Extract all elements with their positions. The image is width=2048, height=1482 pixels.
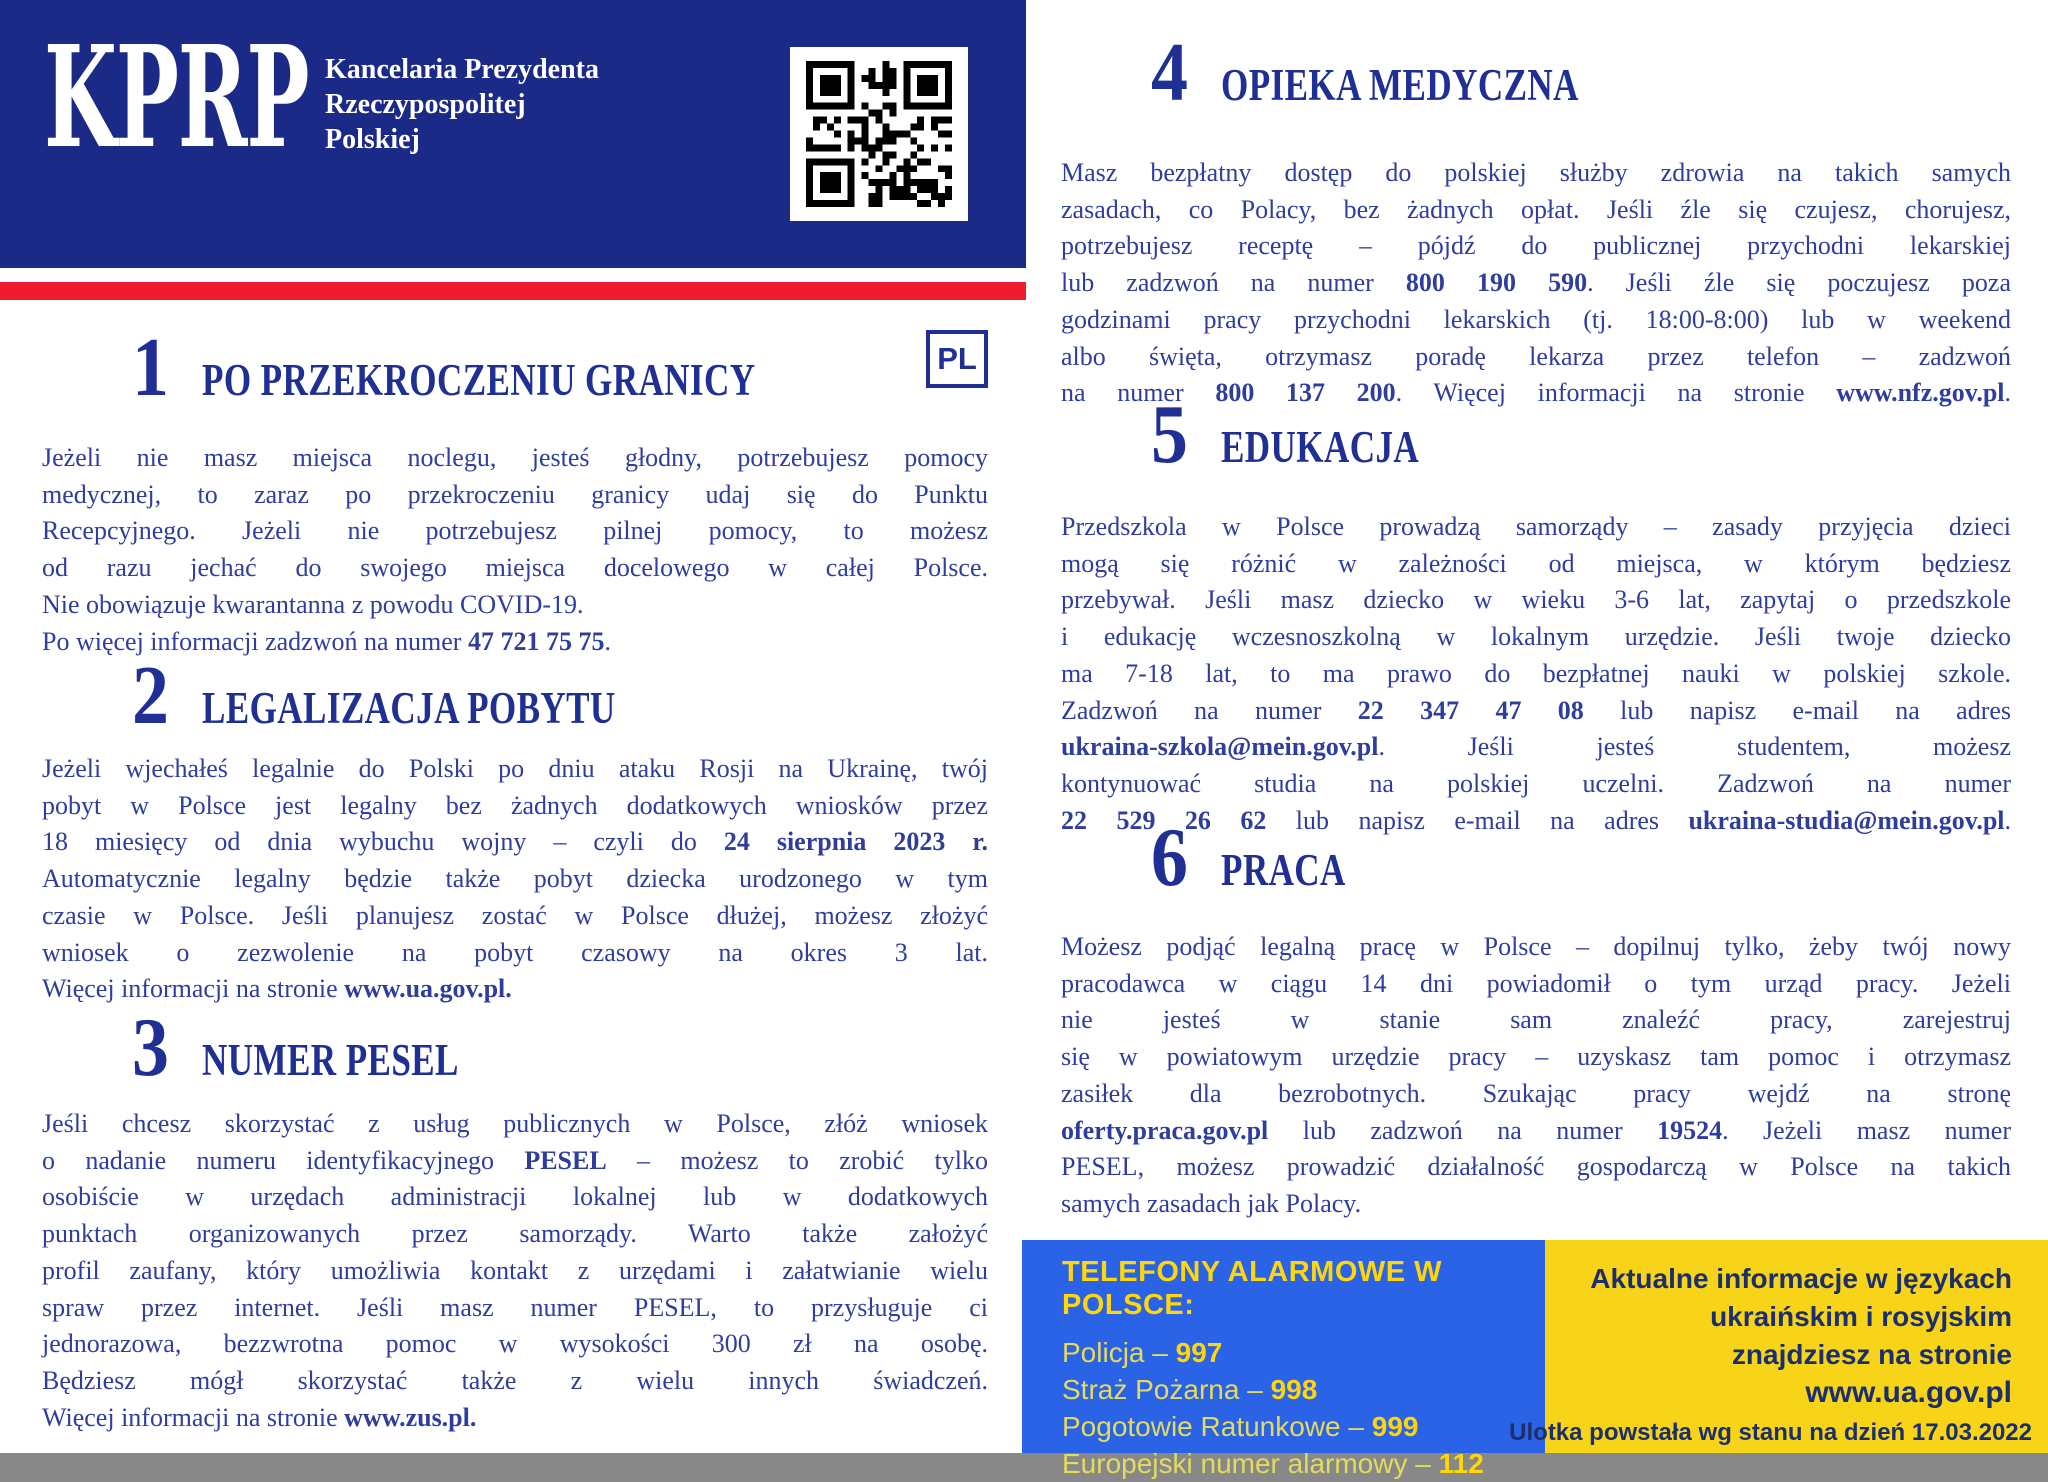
text-line: lub zadzwoń na numer 800 190 590. Jeśli źle się poczujesz poza (1061, 268, 2011, 298)
text-line: przebywał. Jeśli masz dziecko w wieku 3-6 lat, zapytaj o przedszkole (1061, 585, 2011, 615)
qr-code (790, 47, 968, 221)
info-text-line: Aktualne informacje w językach (1590, 1263, 2012, 1294)
emergency-phones-box (1022, 1240, 1545, 1479)
emergency-label: Straż Pożarna – (1062, 1374, 1271, 1405)
section-legalizacja-pobytu (42, 649, 989, 1008)
section-heading (42, 321, 988, 423)
text-line: Masz bezpłatny dostęp do polskiej służby zdrowia na takich samych (1061, 158, 2011, 187)
section-title: NUMER PESEL (202, 1035, 459, 1085)
qr-code-pattern (803, 61, 955, 207)
emergency-title: TELEFONY ALARMOWE W POLSCE: (1062, 1256, 1443, 1321)
section-number: 4 (1151, 26, 1188, 119)
text-line: i edukację wczesnoszkolną w lokalnym urzędzie. Jeśli twoje dziecko (1061, 622, 2011, 652)
info-text (1565, 1260, 2012, 1412)
header-band (0, 0, 1026, 268)
text-line: Recepcyjnego. Jeżeli nie potrzebujesz pilnej pomocy, to możesz (42, 516, 988, 546)
text-line: 18 miesięcy od dnia wybuchu wojny – czyli do 24 sierpnia 2023 r. (42, 827, 989, 857)
section-title: LEGALIZACJA POBYTU (202, 683, 616, 733)
emergency-label: Pogotowie Ratunkowe – (1062, 1411, 1372, 1442)
info-website-link: www.ua.gov.pl (1805, 1376, 2012, 1409)
text-line: nie jesteś w stanie sam znaleźć pracy, zarejestruj (1061, 1005, 2011, 1035)
language-badge: PL (926, 330, 988, 388)
section-title: EDUKACJA (1221, 422, 1420, 472)
text-line: Możesz podjąć legalną pracę w Polsce – dopilnuj tylko, żeby twój nowy (1061, 932, 2011, 961)
section-heading (1061, 26, 2011, 128)
text-line: zasiłek dla bezrobotnych. Szukając pracy wejdź na stronę (1061, 1078, 2011, 1108)
emergency-number: 112 (1438, 1448, 1484, 1479)
text-line: profil zaufany, który umożliwia kontakt z urzędami i załatwianie wielu (42, 1255, 988, 1285)
text-line: Jeżeli nie masz miejsca noclegu, jesteś głodny, potrzebujesz pomocy (42, 443, 988, 472)
text-line: się w powiatowym urzędzie pracy – uzyskasz tam pomoc i otrzymasz (1061, 1042, 2011, 1072)
section-body (1061, 509, 2011, 839)
kprp-logo: KPRP (44, 16, 309, 180)
emergency-label: Europejski numer alarmowy – (1062, 1448, 1439, 1479)
emergency-item-police (1062, 1334, 1525, 1371)
text-line: od razu jechać do swojego miejsca docelowego w całej Polsce. (42, 553, 988, 583)
section-heading (1061, 811, 2011, 913)
text-line: osobiście w urzędach administracji lokalnej lub w dodatkowych (42, 1182, 988, 1212)
emergency-number: 999 (1371, 1411, 1419, 1442)
org-name-line: Kancelaria Prezydenta (325, 54, 599, 85)
text-line: oferty.praca.gov.pl lub zadzwoń na numer 19524. Jeżeli masz numer (1061, 1115, 2011, 1145)
text-line: pobyt w Polsce jest legalny bez żadnych dodatkowych wniosków przez (42, 790, 988, 820)
text-line: wniosek o zezwolenie na pobyt czasowy na okres 3 lat. (42, 937, 988, 967)
org-name-line: Polskiej (325, 124, 420, 155)
text-line: medycznej, to zaraz po przekroczeniu granicy udaj się do Punktu (42, 479, 988, 509)
text-line: PESEL, możesz prowadzić działalność gospodarczą w Polsce na takich (1061, 1152, 2011, 1182)
org-name-line: Rzeczypospolitej (325, 89, 526, 120)
text-line: ukraina-szkola@mein.gov.pl. Jeśli jesteś studentem, możesz (1061, 732, 2011, 762)
info-text-line: znajdziesz na stronie (1731, 1339, 2012, 1370)
red-stripe (0, 282, 1026, 300)
text-line: czasie w Polsce. Jeśli planujesz zostać w Polsce dłużej, możesz złożyć (42, 900, 988, 930)
section-numer-pesel (42, 1001, 988, 1436)
text-line: punktach organizowanych przez samorządy. Warto także założyć (42, 1219, 988, 1249)
section-po-przekroczeniu-granicy (42, 321, 988, 660)
section-praca (1061, 811, 2011, 1223)
section-title: OPIEKA MEDYCZNA (1221, 60, 1579, 110)
text-line: zasadach, co Polacy, bez żadnych opłat. Jeśli źle się czujesz, chorujesz, (1061, 194, 2011, 224)
section-body (42, 751, 988, 1008)
section-body (1061, 155, 2011, 412)
text-line: Więcej informacji na stronie www.zus.pl. (42, 1402, 477, 1432)
info-text-line: ukraińskim i rosyjskim (1710, 1301, 2012, 1332)
text-line: Automatycznie legalny będzie także pobyt dziecka urodzonego w tym (42, 864, 988, 894)
section-body (1061, 929, 2011, 1223)
section-title: PO PRZEKROCZENIU GRANICY (202, 355, 756, 405)
info-box (1509, 1240, 2048, 1453)
emergency-label: Policja – (1062, 1337, 1176, 1368)
text-line: Jeżeli wjechałeś legalnie do Polski po dniu ataku Rosji na Ukrainę, twój (42, 754, 988, 783)
section-heading (1061, 388, 2011, 490)
text-line: na numer 800 137 200. Więcej informacji na stronie www.nfz.gov.pl. (1061, 378, 2012, 408)
text-line: godzinami pracy przychodni lekarskich (tj. 18:00-8:00) lub w weekend (1061, 304, 2011, 334)
text-line: spraw przez internet. Jeśli masz numer PESEL, to przysługuje ci (42, 1292, 988, 1322)
section-number: 3 (132, 1001, 169, 1094)
text-line: pracodawca w ciągu 14 dni powiadomił o tym urząd pracy. Jeżeli (1061, 968, 2011, 998)
emergency-number: 997 (1175, 1337, 1223, 1368)
text-line: Więcej informacji na stronie www.ua.gov.pl. (42, 974, 512, 1004)
text-line: mogą się różnić w zależności od miejsca, w którym będziesz (1061, 548, 2011, 578)
leaflet-date-footnote: Ulotka powstała wg stanu na dzień 17.03.2022 (1509, 1419, 2032, 1446)
text-line: albo święta, otrzymasz poradę lekarza przez telefon – zadzwoń (1061, 341, 2011, 371)
text-line: potrzebujesz receptę – pójdź do publicznej przychodni lekarskiej (1061, 231, 2011, 261)
text-line: Po więcej informacji zadzwoń na numer 47 721 75 75. (42, 626, 611, 656)
text-line: Zadzwoń na numer 22 347 47 08 lub napisz e-mail na adres (1061, 695, 2012, 725)
emergency-list (1062, 1334, 1525, 1482)
text-line: ma 7-18 lat, to ma prawo do bezpłatnej nauki w polskiej szkole. (1061, 658, 2011, 688)
org-name (325, 52, 599, 157)
text-line: samych zasadach jak Polacy. (1061, 1188, 1362, 1218)
text-line: o nadanie numeru identyfikacyjnego PESEL – możesz to zrobić tylko (42, 1145, 988, 1175)
section-title: PRACA (1221, 845, 1346, 895)
text-line: 22 529 26 62 lub napisz e-mail na adres ukraina-studia@mein.gov.pl. (1061, 805, 2012, 835)
section-opieka-medyczna (1061, 26, 2012, 412)
text-line: Jeśli chcesz skorzystać z usług publicznych w Polsce, złóż wniosek (42, 1109, 988, 1138)
section-number: 2 (132, 649, 169, 742)
text-line: Nie obowiązuje kwarantanna z powodu COVID-19. (42, 589, 584, 619)
text-line: jednorazowa, bezzwrotna pomoc w wysokości 300 zł na osobę. (42, 1329, 988, 1359)
text-line: Przedszkola w Polsce prowadzą samorządy – zasady przyjęcia dzieci (1061, 512, 2011, 541)
section-number: 5 (1151, 388, 1188, 481)
section-body (42, 440, 988, 660)
emergency-item-european (1062, 1445, 1525, 1482)
section-edukacja (1061, 388, 2012, 839)
text-line: Będziesz mógł skorzystać także z wielu innych świadczeń. (42, 1365, 988, 1395)
section-number: 6 (1151, 811, 1188, 904)
text-line: kontynuować studia na polskiej uczelni. Zadzwoń na numer (1061, 768, 2011, 798)
emergency-item-fire (1062, 1371, 1525, 1408)
section-heading (42, 649, 988, 751)
section-body (42, 1106, 988, 1436)
section-number: 1 (132, 321, 169, 414)
emergency-item-ambulance (1062, 1408, 1525, 1445)
emergency-number: 998 (1270, 1374, 1318, 1405)
section-heading (42, 1001, 988, 1103)
